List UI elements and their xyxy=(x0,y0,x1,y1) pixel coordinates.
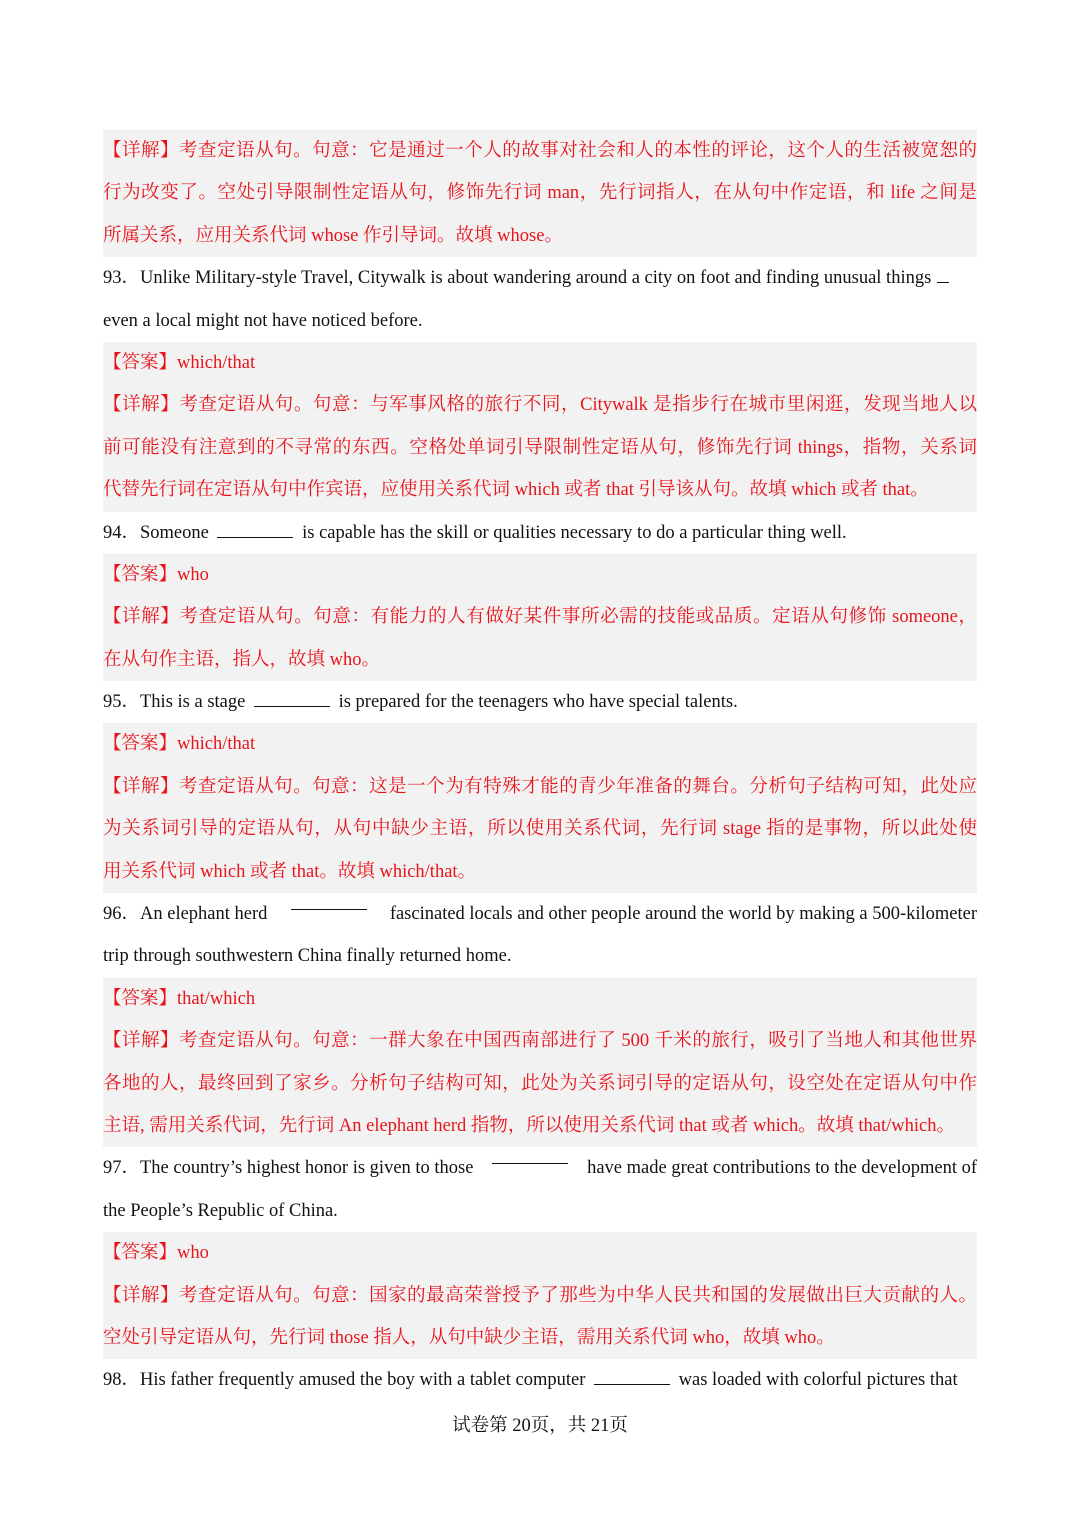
explanation-line: 【详解】考查定语从句。句意：与军事风格的旅行不同，Citywalk 是指步行在城市里闲逛，发现当地人以 xyxy=(103,395,977,416)
question-text: fascinated locals and other people around the world by making a 500-kilometer xyxy=(389,904,977,925)
explanation-line: 各地的人，最终回到了家乡。分析句子结构可知，此处为关系词引导的定语从句，设空处在定语从句中作 xyxy=(103,1073,977,1094)
page-footer: 试卷第 20页，共 21页 xyxy=(452,1416,628,1436)
explanation-block xyxy=(103,1275,977,1360)
explanation-block xyxy=(103,766,977,893)
question-line xyxy=(103,681,977,723)
explanation-line: 【详解】考查定语从句。句意：这是一个为有特殊才能的青少年准备的舞台。分析句子结构可知，此处应 xyxy=(103,776,977,797)
question-text: was loaded with colorful pictures that xyxy=(678,1370,958,1391)
answer-blank xyxy=(594,1368,670,1385)
answer-line: 【答案】which/that xyxy=(103,723,977,765)
answer-blank xyxy=(492,1147,568,1164)
question-line xyxy=(103,512,977,554)
question-line xyxy=(103,893,977,935)
answer-blank xyxy=(217,521,293,538)
question-text: 93．Unlike Military-style Travel, Citywalk is about wandering around a city on foot and finding unusual things xyxy=(103,268,932,289)
answer-line: 【答案】who xyxy=(103,1232,977,1274)
question-text: 95．This is a stage xyxy=(103,692,246,713)
explanation-line: 【详解】考查定语从句。句意：国家的最高荣誉授予了那些为中华人民共和国的发展做出巨大贡献的人。 xyxy=(103,1285,977,1306)
explanation-line: 主语, 需用关系代词，先行词 An elephant herd 指物，所以使用关系代词 that 或者 which。故填 that/which。 xyxy=(103,1115,955,1136)
explanation-line: 用关系代词 which 或者 that。故填 which/that。 xyxy=(103,861,477,882)
explanation-line: 【详解】考查定语从句。句意：有能力的人有做好某件事所必需的技能或品质。定语从句修饰 someone， xyxy=(103,607,977,628)
question-text: 96．An elephant herd xyxy=(103,904,268,925)
answer-line: 【答案】which/that xyxy=(103,342,977,384)
question-text: 98．His father frequently amused the boy with a tablet computer xyxy=(103,1370,586,1391)
question-text: 94．Someone xyxy=(103,522,209,543)
explanation-line: 空处引导定语从句，先行词 those 指人，从句中缺少主语，需用关系代词 who，故填 who。 xyxy=(103,1327,835,1348)
answer-line: 【答案】that/which xyxy=(103,978,977,1020)
question-text: is prepared for the teenagers who have special talents. xyxy=(338,692,738,713)
question-line xyxy=(103,257,977,299)
explanation-line: 前可能没有注意到的不寻常的东西。空格处单词引导限制性定语从句，修饰先行词 things，指物，关系词 xyxy=(103,437,977,458)
explanation-block xyxy=(103,596,977,681)
question-line: the People’s Republic of China. xyxy=(103,1200,338,1221)
question-line: trip through southwestern China finally returned home. xyxy=(103,946,512,967)
explanation-line: 【详解】考查定语从句。句意：一群大象在中国西南部进行了 500 千米的旅行，吸引了当地人和其他世界 xyxy=(103,1031,977,1052)
answer-line: 【答案】who xyxy=(103,554,977,596)
explanation-line: 行为改变了。空处引导限制性定语从句，修饰先行词 man，先行词指人，在从句中作定语，和 life 之间是 xyxy=(103,183,977,204)
question-line xyxy=(103,1359,977,1401)
question-line: even a local might not have noticed before. xyxy=(103,310,423,331)
explanation-block xyxy=(103,1020,977,1147)
explanation-line: 所属关系，应用关系代词 whose 作引导词。故填 whose。 xyxy=(103,225,563,246)
document-page xyxy=(103,130,977,1402)
answer-blank xyxy=(291,893,367,910)
question-text: 97．The country’s highest honor is given to those xyxy=(103,1158,474,1179)
explanation-line: 在从句作主语，指人，故填 who。 xyxy=(103,649,380,670)
question-text: is capable has the skill or qualities necessary to do a particular thing well. xyxy=(302,522,847,543)
explanation-block xyxy=(103,130,977,257)
explanation-line: 【详解】考查定语从句。句意：它是通过一个人的故事对社会和人的本性的评论，这个人的生活被宽恕的 xyxy=(103,141,977,161)
question-line xyxy=(103,1147,977,1189)
question-text: have made great contributions to the development of xyxy=(587,1158,977,1179)
answer-blank xyxy=(937,266,949,283)
explanation-line: 代替先行词在定语从句中作宾语，应使用关系代词 which 或者 that 引导该从句。故填 which 或者 that。 xyxy=(103,480,929,501)
explanation-line: 为关系词引导的定语从句，从句中缺少主语，所以使用关系代词，先行词 stage 指的是事物，所以此处使 xyxy=(103,819,977,840)
answer-blank xyxy=(254,690,330,707)
explanation-block xyxy=(103,384,977,511)
